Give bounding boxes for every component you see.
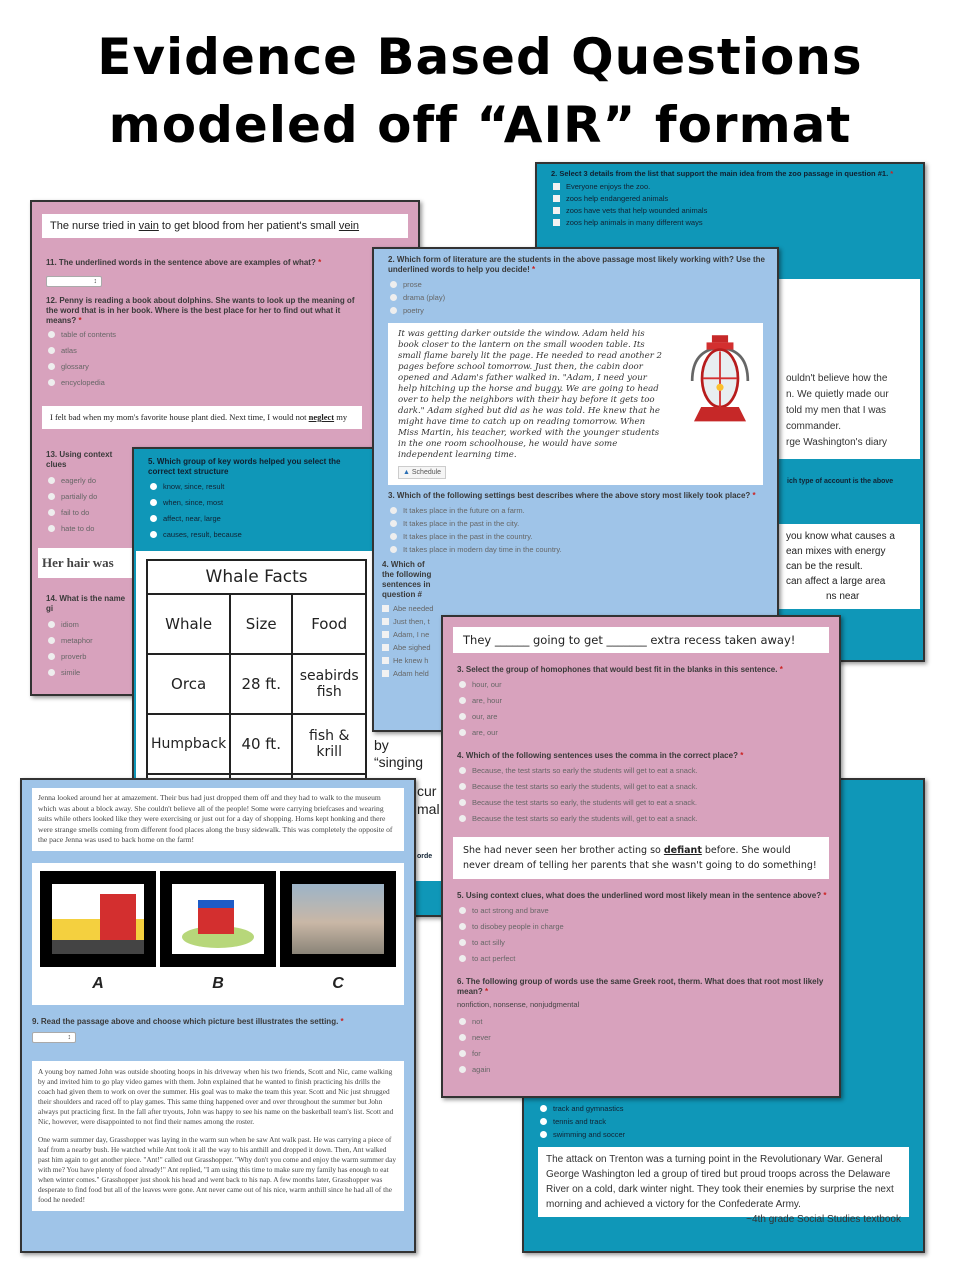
radio-option[interactable]: for: [459, 1049, 839, 1058]
table-cell-fragment-cur: cur: [417, 783, 437, 799]
checkbox-option[interactable]: Abe sighed: [382, 643, 777, 652]
picture-label-a: A: [92, 974, 104, 992]
question-6-root: 6. The following group of words use the same Greek root, therm. What does that root most likely mean? *: [457, 977, 824, 996]
table-cell-fragment-singing: by “singing: [374, 737, 424, 770]
root-word-list: nonfiction, nonsense, nonjudgmental: [457, 1000, 580, 1009]
checkbox-option[interactable]: Everyone enjoys the zoo.: [553, 182, 923, 191]
table-cell-fragment-mal: mal: [417, 801, 440, 817]
table-header-row: Whale Size Food: [147, 594, 366, 654]
radio-option[interactable]: are, our: [459, 728, 839, 737]
radio-option[interactable]: It takes place in the future on a farm.: [390, 506, 777, 515]
neglect-sentence: I felt bad when my mom's favorite house plant died. Next time, I would not neglect my: [42, 406, 362, 429]
table-row: Humpback 40 ft. fish & krill: [147, 714, 366, 774]
radio-option[interactable]: track and gymnastics: [540, 1104, 923, 1113]
checkbox-option[interactable]: Just then, t: [382, 617, 777, 626]
radio-option[interactable]: proverb: [48, 652, 122, 661]
radio-option[interactable]: never: [459, 1033, 839, 1042]
radio-option[interactable]: Because the test starts so early the students, will get to eat a snack.: [459, 782, 839, 791]
radio-option[interactable]: partially do: [48, 492, 122, 501]
question-9-setting: 9. Read the passage above and choose which picture best illustrates the setting. *: [32, 1016, 344, 1026]
radio-option[interactable]: eagerly do: [48, 476, 122, 485]
question-fragment: orde: [417, 853, 433, 860]
radio-option[interactable]: swimming and soccer: [540, 1130, 923, 1139]
storm-excerpt-box: you know what causes a ean mixes with energy can be the result. can affect a large area ns near: [772, 524, 920, 609]
passage-text: It was getting darker outside the window. Adam held his book closer to the lantern on the small wooden table. Its small flame barely lit the page. He needed to read another 2 pages before school tomorrow. Just then, the cabin door opened and Adam's father walked in. "Adam, I need your help hitching up the horse and buggy. We are going to head over to help the neighbors with their hay before it gets too dark." Adam sighed but did as he was told. He knew that he might have time to catch up on reading tomorrow. When Miss Martin, his teacher, worked with the younger students in the one room schoolhouse, he would have some independent learning time.: [398, 329, 663, 460]
radio-option[interactable]: affect, near, large: [150, 514, 450, 523]
radio-option[interactable]: tennis and track: [540, 1117, 923, 1126]
question-2-literature: 2. Which form of literature are the students in the above passage most likely working with? Use the underlined words to help you decide! *: [388, 255, 765, 274]
radio-option[interactable]: drama (play): [390, 293, 777, 302]
radio-option[interactable]: glossary: [48, 362, 232, 371]
radio-option[interactable]: Because, the test starts so early the students will get to eat a snack.: [459, 766, 839, 775]
radio-option[interactable]: again: [459, 1065, 839, 1074]
trenton-passage-box: The attack on Trenton was a turning point in the Revolutionary War. General George Washington led a group of tired but proud troops across the Delaware River on a cold, dark winter night. They took their enemies by surprise the next morning and achieved a victory for the Confederate Army. ~4th grade Social Studies textbook: [538, 1147, 909, 1217]
ant-passage: One warm summer day, Grasshopper was laying in the warm sun when he saw Ant walk past. He was carrying a piece of leaf from a nearby bush. He watched while Ant took it all the way to his anthill and dropped it down. Then, Ant walked past him again to get another piece. "Ant!" called out Grasshopper. "Why don't you come and enjoy the warm summer day with me? You have plenty of food already!" Ant replied, "I am using this time to make sure my family has enough to eat when winter comes." Grasshopper just shook his head and went back to his nap. A few months later, Grasshopper was desperate to find food but all of the leaves were gone. Ant never came out of his nice, warm anthill since he had all of the food he needed!: [38, 1134, 396, 1204]
radio-option[interactable]: metaphor: [48, 636, 122, 645]
question-12: 12. Penny is reading a book about dolphins. She wants to look up the meaning of the word that is in her book. Where is the best place for her to find out what it means? *: [46, 296, 355, 325]
radio-option[interactable]: hate to do: [48, 524, 122, 533]
table-row: Orca 28 ft. seabirds fish: [147, 654, 366, 714]
radio-option[interactable]: to act perfect: [459, 954, 839, 963]
radio-option[interactable]: It takes place in modern day time in the country.: [390, 545, 777, 554]
radio-option[interactable]: to act silly: [459, 938, 839, 947]
question-account-type: ich type of account is the above: [787, 478, 894, 485]
radio-option[interactable]: It takes place in the past in the city.: [390, 519, 777, 528]
picture-label-b: B: [212, 974, 224, 992]
checkbox-option[interactable]: He knew h: [382, 656, 777, 665]
question-11: 11. The underlined words in the sentence above are examples of what? *: [46, 258, 322, 267]
checkbox-option[interactable]: zoos have vets that help wounded animals: [553, 206, 923, 215]
radio-option[interactable]: poetry: [390, 306, 777, 315]
question-5-key-words: 5. Which group of key words helped you select the correct text structure: [148, 457, 341, 476]
radio-option[interactable]: not: [459, 1017, 839, 1026]
hair-sentence: Her hair was: [38, 548, 148, 578]
picture-c-city-street: [280, 871, 396, 967]
checkbox-option[interactable]: Adam held: [382, 669, 777, 678]
table-title: Whale Facts: [147, 560, 366, 594]
john-passage: A young boy named John was outside shooting hoops in his driveway when his two friends, Scott and Nic, came walking by and invited him to go play video games with them. John explained that he wanted to finish practicing his drills the coach had given them to work on over the summer. His goal was to make the team this year. Scott and Nic just shrugged their shoulders and raced off to play games. This same thing happened over and over throughout the summer but John always put practicing first. In the fall after tryouts, John was happy to see his name on the basketball team's list. Scott and Nic, however, were disappointed to not find their names among the roster.: [38, 1066, 394, 1126]
radio-option[interactable]: It takes place in the past in the country.: [390, 532, 777, 541]
options-13: [32, 476, 122, 540]
radio-option[interactable]: prose: [390, 280, 777, 289]
radio-option[interactable]: when, since, most: [150, 498, 450, 507]
checkbox-option[interactable]: zoos help endangered animals: [553, 194, 923, 203]
radio-option[interactable]: our, are: [459, 712, 839, 721]
checkbox-option[interactable]: zoos help animals in many different ways: [553, 218, 923, 227]
radio-option[interactable]: fail to do: [48, 508, 122, 517]
schedule-button[interactable]: ▲ Schedule: [398, 466, 446, 479]
homophone-sentence: The nurse tried in vain to get blood from her patient's small vein: [42, 214, 408, 238]
radio-option[interactable]: atlas: [48, 346, 232, 355]
question-3-setting: 3. Which of the following settings best describes where the above story most likely took place? *: [388, 491, 756, 500]
picture-b-farm: [160, 871, 276, 967]
defiant-sentence: She had never seen her brother acting so defiant before. She would never dream of telling her parents that she wasn't going to do something!: [453, 837, 829, 879]
checkbox-option[interactable]: Abe needed: [382, 604, 777, 613]
title-line-1: Evidence Based Questions: [97, 28, 863, 86]
answer-dropdown[interactable]: ↕: [46, 276, 102, 287]
options-14: [32, 620, 122, 684]
radio-option[interactable]: know, since, result: [150, 482, 450, 491]
diary-excerpt-box: ouldn't believe how the n. We quietly made our told my men that I was commander. rge Washington's diary: [772, 279, 920, 459]
jenna-passage: Jenna looked around her at amazement. Their bus had just dropped them off and they had to walk to the museum which was about a block away. She couldn't believe all of the people! Some were carrying briefcases and wearing suits while others looked like they were exercising or just out for a day of shopping. Horns kept honking and there were strange smells coming from different food places along the busy sidewalk. This was completely the opposite of the pace Jenna was used to back home on the farm!: [32, 788, 404, 851]
radio-option[interactable]: are, hour: [459, 696, 839, 705]
picture-choices: [32, 863, 404, 1005]
answer-dropdown[interactable]: ↕: [32, 1032, 76, 1043]
radio-option[interactable]: hour, our: [459, 680, 839, 689]
radio-option[interactable]: causes, result, because: [150, 530, 450, 539]
radio-option[interactable]: table of contents: [48, 330, 232, 339]
radio-option[interactable]: idiom: [48, 620, 122, 629]
question-4-sentences: 4. Which of the following sentences in question #: [382, 560, 432, 599]
title-line-2: modeled off “AIR” format: [108, 96, 852, 154]
question-4-comma: 4. Which of the following sentences uses the comma in the correct place? *: [457, 751, 744, 760]
question-13: 13. Using context clues: [46, 450, 113, 469]
question-3-homophones: 3. Select the group of homophones that would best fit in the blanks in this sentence. *: [457, 665, 783, 674]
picture-a-school-bus: [40, 871, 156, 967]
question-14: 14. What is the name gi: [46, 594, 126, 613]
lantern-passage-box: [388, 323, 763, 485]
question-zoo-details: 2. Select 3 details from the list that support the main idea from the zoo passage in question #1. *: [551, 169, 894, 178]
radio-option[interactable]: to disobey people in charge: [459, 922, 839, 931]
radio-option[interactable]: to act strong and brave: [459, 906, 839, 915]
panel-grammar-questions: [441, 615, 841, 1098]
radio-option[interactable]: Because the test starts so early the students will, get to eat a snack.: [459, 814, 839, 823]
question-5-context: 5. Using context clues, what does the underlined word most likely mean in the sentence above? *: [457, 891, 827, 900]
lantern-icon: [685, 331, 755, 431]
checkbox-option[interactable]: Adam, I ne: [382, 630, 777, 639]
schedule-icon: ▲: [403, 469, 410, 476]
radio-option[interactable]: encyclopedia: [48, 378, 232, 387]
john-ant-passages: [32, 1061, 404, 1211]
radio-option[interactable]: Because the test starts so early, the students will get to eat a snack.: [459, 798, 839, 807]
panel-setting-passages: [20, 778, 416, 1253]
options-12: [32, 330, 232, 394]
picture-label-c: C: [332, 974, 344, 992]
radio-option[interactable]: simile: [48, 668, 122, 677]
blank-sentence: They ______ going to get _______ extra recess taken away!: [453, 627, 829, 653]
